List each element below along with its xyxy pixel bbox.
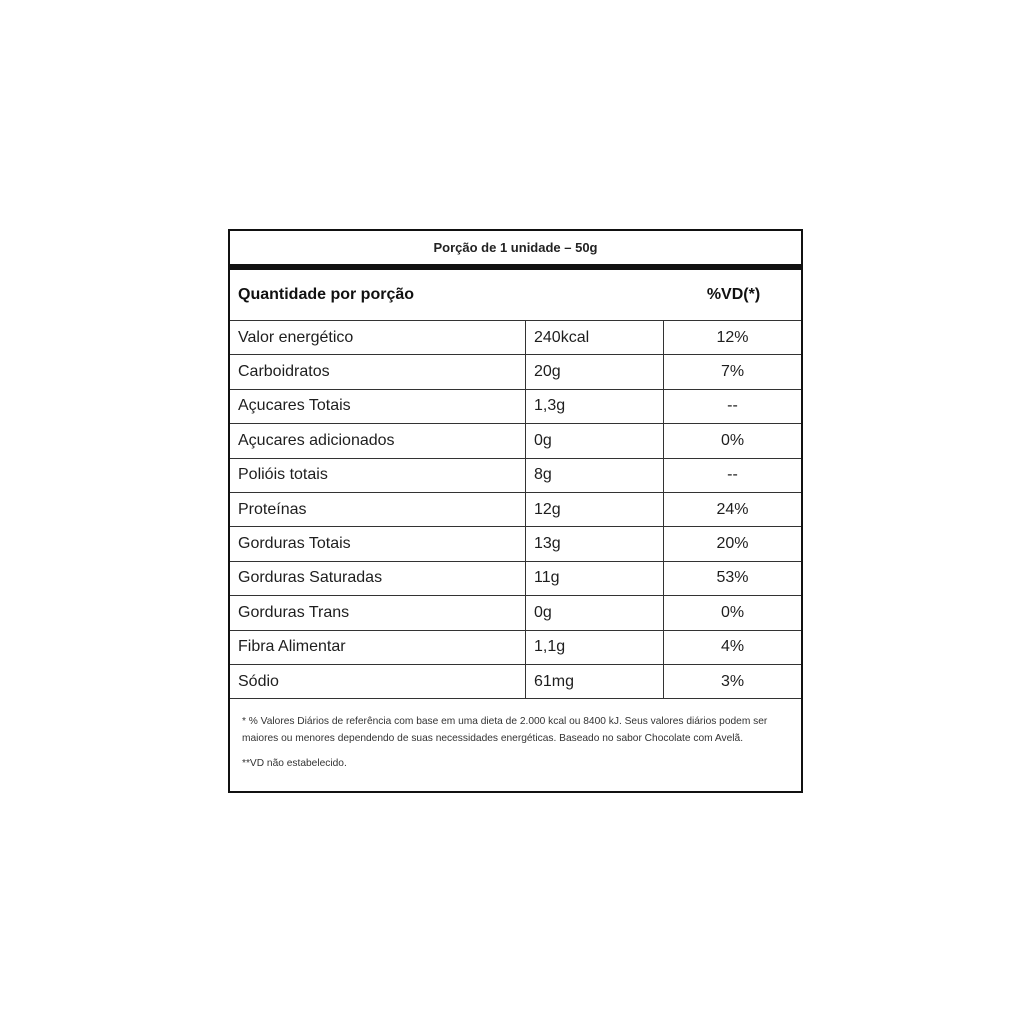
nutrient-name: Gorduras Totais (230, 527, 526, 561)
nutrient-name: Fibra Alimentar (230, 630, 526, 664)
quantity-header: Quantidade por porção (238, 286, 415, 303)
nutrient-quantity: 240kcal (526, 321, 664, 355)
nutrient-name: Valor energético (230, 321, 526, 355)
nutrient-row (230, 492, 801, 526)
vd-header: %VD(*) (706, 286, 761, 303)
table-header (230, 270, 801, 321)
nutrient-quantity: 8g (526, 458, 664, 492)
nutrient-name: Polióis totais (230, 458, 526, 492)
nutrient-quantity: 1,3g (526, 389, 664, 423)
nutrient-daily-value: 53% (664, 561, 802, 595)
nutrient-quantity: 0g (526, 596, 664, 630)
nutrient-quantity: 20g (526, 355, 664, 389)
nutrient-daily-value: 24% (664, 492, 802, 526)
nutrient-row (230, 355, 801, 389)
nutrient-row (230, 664, 801, 698)
nutrient-daily-value: -- (664, 389, 802, 423)
nutrient-row (230, 424, 801, 458)
nutrient-daily-value: 0% (664, 596, 802, 630)
nutrient-daily-value: -- (664, 458, 802, 492)
nutrient-daily-value: 20% (664, 527, 802, 561)
nutrient-daily-value: 0% (664, 424, 802, 458)
nutrient-daily-value: 4% (664, 630, 802, 664)
nutrient-name: Gorduras Saturadas (230, 561, 526, 595)
nutrient-quantity: 0g (526, 424, 664, 458)
nutrient-quantity: 11g (526, 561, 664, 595)
nutrient-daily-value: 12% (664, 321, 802, 355)
nutrient-row (230, 458, 801, 492)
nutrient-daily-value: 7% (664, 355, 802, 389)
nutrient-name: Proteínas (230, 492, 526, 526)
nutrient-name: Gorduras Trans (230, 596, 526, 630)
nutrient-name: Açucares adicionados (230, 424, 526, 458)
nutrient-name: Sódio (230, 664, 526, 698)
footnote-daily-values: * % Valores Diários de referência com base em uma dieta de 2.000 kcal ou 8400 kJ. Seus valores diários podem ser maiores ou menores dependendo de suas necessidades energéticas. Baseado no sabor Chocolate com Avelã. (242, 716, 768, 745)
nutrient-row (230, 630, 801, 664)
nutrient-row (230, 389, 801, 423)
nutrient-name: Açucares Totais (230, 389, 526, 423)
portion-size: Porção de 1 unidade – 50g (433, 240, 598, 255)
footnotes (230, 699, 801, 772)
nutrient-row (230, 527, 801, 561)
nutrient-name: Carboidratos (230, 355, 526, 389)
nutrition-table (230, 321, 801, 699)
nutrition-facts-label (228, 229, 803, 793)
nutrient-quantity: 13g (526, 527, 664, 561)
footnote-vd-not-established: **VD não estabelecido. (242, 758, 347, 770)
nutrient-quantity: 1,1g (526, 630, 664, 664)
nutrient-quantity: 12g (526, 492, 664, 526)
nutrient-row (230, 321, 801, 355)
nutrient-daily-value: 3% (664, 664, 802, 698)
nutrient-row (230, 561, 801, 595)
nutrient-quantity: 61mg (526, 664, 664, 698)
nutrient-row (230, 596, 801, 630)
